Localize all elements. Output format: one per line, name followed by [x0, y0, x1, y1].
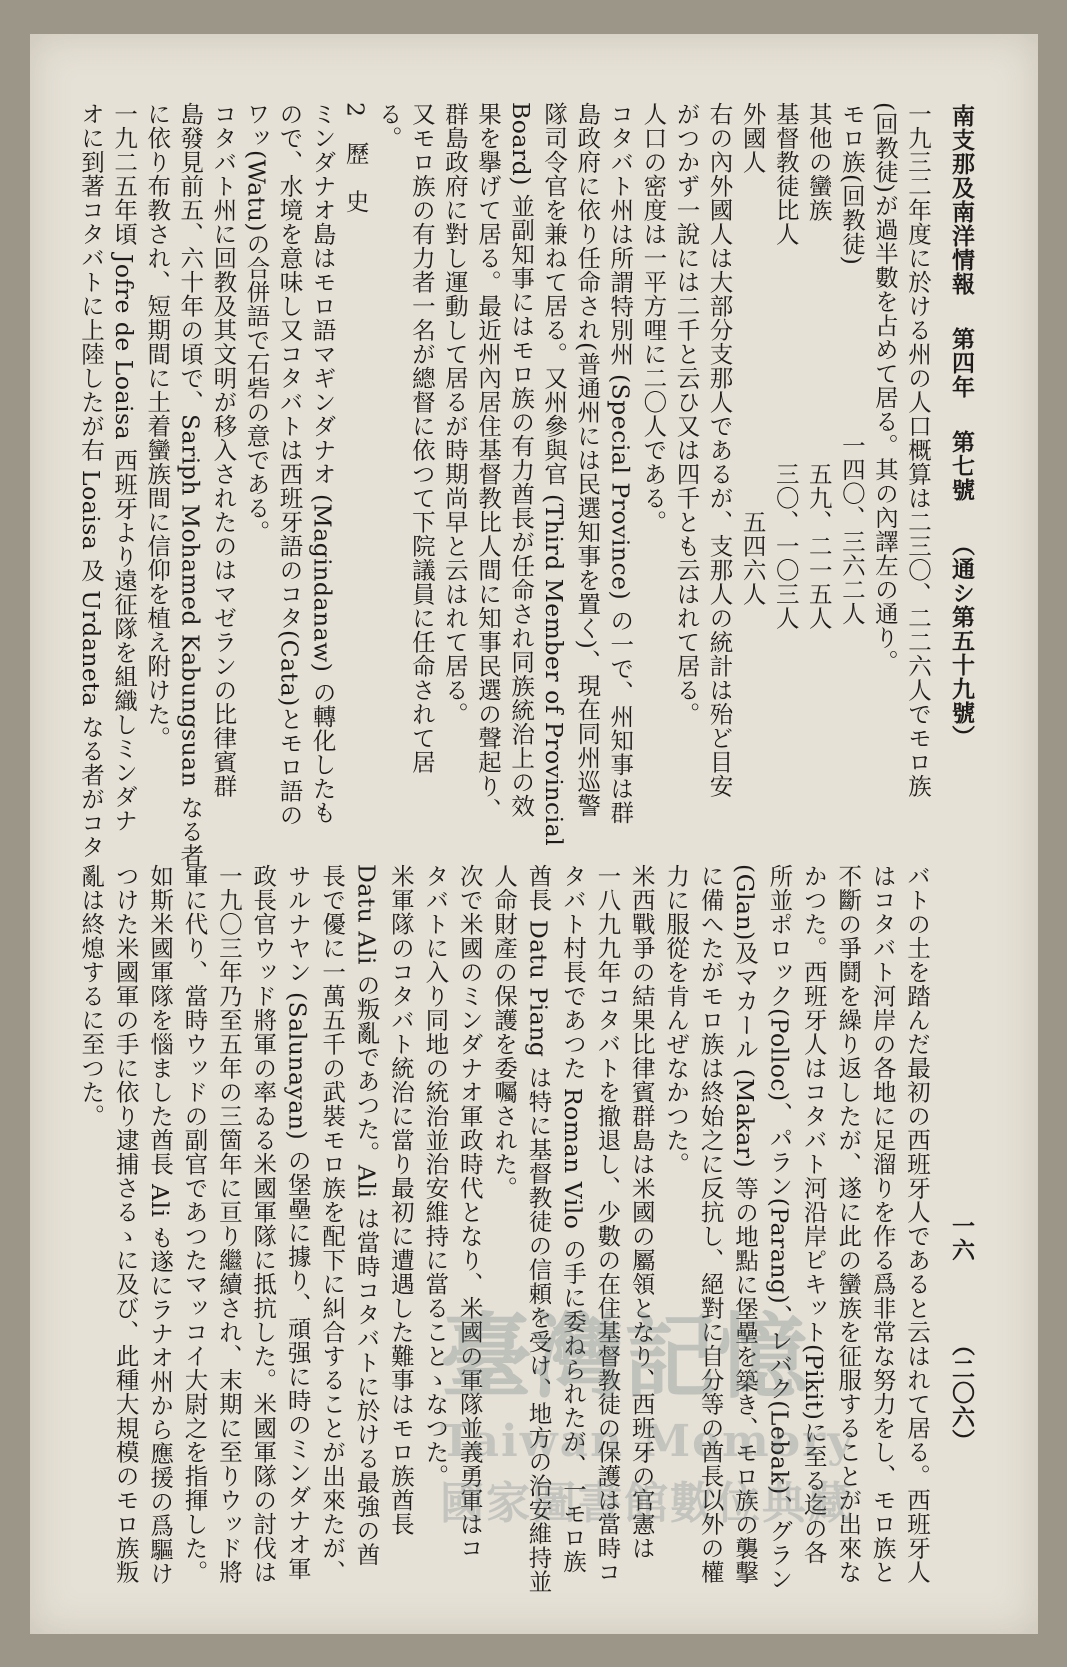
- text-line: ので、水境を意味し又コタバトは西班牙語のコタ(Cata)とモロ語の: [275, 102, 304, 827]
- text-line: 所並ポロック(Polloc)、パラン(Parang)、レバク(Lebak)、グラン: [765, 864, 794, 1591]
- text-line: オに到著コタバトに上陸したが右 Loaisa 及 Urdaneta なる者がコタ: [77, 102, 106, 859]
- page-number: 一六: [948, 1214, 975, 1262]
- text-line: 次で米國のミンダナオ軍政時代となり、米國の軍隊並義勇軍はコ: [455, 864, 484, 1560]
- text-line: 亂は終熄するに至つた。: [77, 864, 106, 1128]
- text-line: 不斷の爭鬪を繰り返したが、遂に此の蠻族を征服することが出來な: [834, 864, 863, 1584]
- issue-year: 第四年: [948, 327, 975, 400]
- text-line: サルナヤン (Salunayan) の堡壘に據り、頑强に時のミンダナオ軍: [283, 864, 312, 1581]
- text-line: 酋長 Datu Piang は特に基督教徒の信頼を受け、地方の治安維持並: [524, 864, 553, 1594]
- text-line: 外國人 五四六人: [738, 102, 767, 606]
- text-line: タバト村長であつた Roman Vilo の手に委ねられたが、一モロ族: [558, 864, 587, 1574]
- text-line: 島發見前五、六十年の頃で、Sariph Mohamed Kabungsuan なる者: [176, 102, 205, 868]
- text-line: (Glan)及マカール (Makar) 等の地點に堡壘を築き、モロ族の襲擊: [730, 864, 759, 1585]
- text-line: 隊司令官を兼ねて居る。又州參與官 (Third Member of Provincial: [540, 102, 569, 847]
- serial-number: （通シ第五十九號）: [948, 533, 975, 750]
- text-line: バトの土を踏んだ最初の西班牙人であると云はれて居る。西班牙人: [903, 864, 931, 1584]
- text-line: ワッ(Watu)の合併語で石砦の意である。: [242, 102, 271, 545]
- text-line: ミンダナオ島はモロ語マギンダナオ (Magindanaw) の轉化したも: [308, 102, 337, 825]
- document-page: [30, 34, 1038, 1634]
- text-line: 其他の蠻族 五九、二一五人: [804, 102, 833, 630]
- text-line: Datu Ali の叛亂であつた。Ali は當時コタバトに於ける最強の酋: [352, 864, 381, 1567]
- text-line: はコタバト河岸の各地に足溜りを作る爲非常な努力をし、モロ族と: [868, 864, 897, 1584]
- text-line: る。: [374, 102, 403, 150]
- text-line: 政長官ウッド將軍の率ゐる米國軍隊に抵抗した。米國軍隊の討伐は: [249, 864, 278, 1584]
- text-line: 一八九九年コタバトを撤退し、少數の在住基督教徒の保護は當時コ: [593, 864, 622, 1584]
- issue-number: 第七號: [948, 430, 975, 503]
- watermark-main: 臺灣記憶: [440, 1303, 809, 1411]
- text-line: 軍に代り、當時ウッドの副官であつたマッコイ大尉之を指揮した。: [180, 864, 209, 1584]
- text-line: Board) 並副知事にはモロ族の有力酋長が任命され同族統治上の效: [507, 102, 536, 818]
- library-watermark: [440, 1284, 960, 1529]
- text-line: 人口の密度は一平方哩に二〇人である。: [639, 102, 668, 534]
- journal-title: 南支那及南洋情報: [948, 104, 975, 296]
- text-line: 米軍隊のコタバト統治に當り最初に遭遇した難事はモロ族酋長: [386, 864, 415, 1536]
- text-line: 右の內外國人は大部分支那人であるが、支那人の統計は殆ど目安: [705, 102, 734, 798]
- text-line: 一九二五年頃 Jofre de Loaisa 西班牙より遠征隊を組織しミンダナ: [110, 102, 139, 833]
- page-header: [946, 104, 976, 864]
- page-number-alt: （二〇六）: [948, 1333, 975, 1454]
- text-line: 長で優に一萬五千の武裝モロ族を配下に糾合することが出來たが、: [318, 864, 347, 1584]
- text-line: 果を擧げて居る。最近州內居住基督教比人間に知事民選の聲起り、: [473, 102, 502, 822]
- text-line: 群島政府に對し運動して居るが時期尚早と云はれて居る。: [440, 102, 469, 726]
- text-line: 基督教徒比人 三〇、一〇三人: [771, 102, 800, 630]
- text-line: 島政府に依り任命され(普通州には民選知事を置く)、現在同州巡警: [573, 102, 602, 818]
- text-line: タバトに入り同地の統治並治安維持に當ることゝなつた。: [421, 864, 450, 1488]
- text-line: 一九三二年度に於ける州の人口概算は二三〇、二二六人でモロ族: [904, 102, 932, 798]
- text-line: 力に服從を肯んぜなかつた。: [662, 864, 691, 1176]
- text-line: に備へたがモロ族は終始之に反抗し、絕對に自分等の酋長以外の權: [696, 864, 725, 1584]
- text-line: (回教徒)が過半數を占めて居る。其の內譯左の通り。: [870, 102, 899, 674]
- text-line: コタバト州に回教及其文明が移入されたのはマゼランの比律賓群: [209, 102, 238, 798]
- text-line: つけた米國軍の手に依り逮捕さるゝに及び、此種大規模のモロ族叛: [111, 864, 140, 1584]
- text-line: がつかず一說には二千と云ひ又は四千とも云はれて居る。: [672, 102, 701, 726]
- text-line: 米西戰爭の結果比律賓群島は米國の屬領となり、西班牙の官憲は: [627, 864, 656, 1560]
- watermark-sub: Taiwan Memory: [440, 1416, 855, 1467]
- text-line: かつた。西班牙人はコタバト河沿岸ピキット(Pikit)に至る迄の各: [799, 864, 828, 1565]
- text-line: 如斯米國軍隊を惱ました酋長 Ali も遂にラナオ州から應援の爲驅け: [146, 864, 175, 1586]
- top-text-block: [74, 102, 934, 868]
- text-line: に依り布教され、短期間に土着蠻族間に信仰を植え附けた。: [143, 102, 172, 750]
- text-line: 一九〇三年乃至五年の三箇年に亘り繼續され、末期に至りウッド將: [214, 864, 243, 1584]
- text-line: 2 歷 史: [341, 102, 370, 214]
- text-line: モロ族(回教徒) 一四〇、三六二人: [837, 102, 866, 626]
- watermark-caption: 國家圖書館數位典藏: [440, 1478, 854, 1529]
- text-line: 人命財產の保護を委囑された。: [490, 864, 519, 1200]
- text-line: 又モロ族の有力者一名が總督に依つて下院議員に任命されて居: [407, 102, 436, 774]
- text-line: コタバト州は所謂特別州 (Special Province) の一で、州知事は群: [606, 102, 635, 825]
